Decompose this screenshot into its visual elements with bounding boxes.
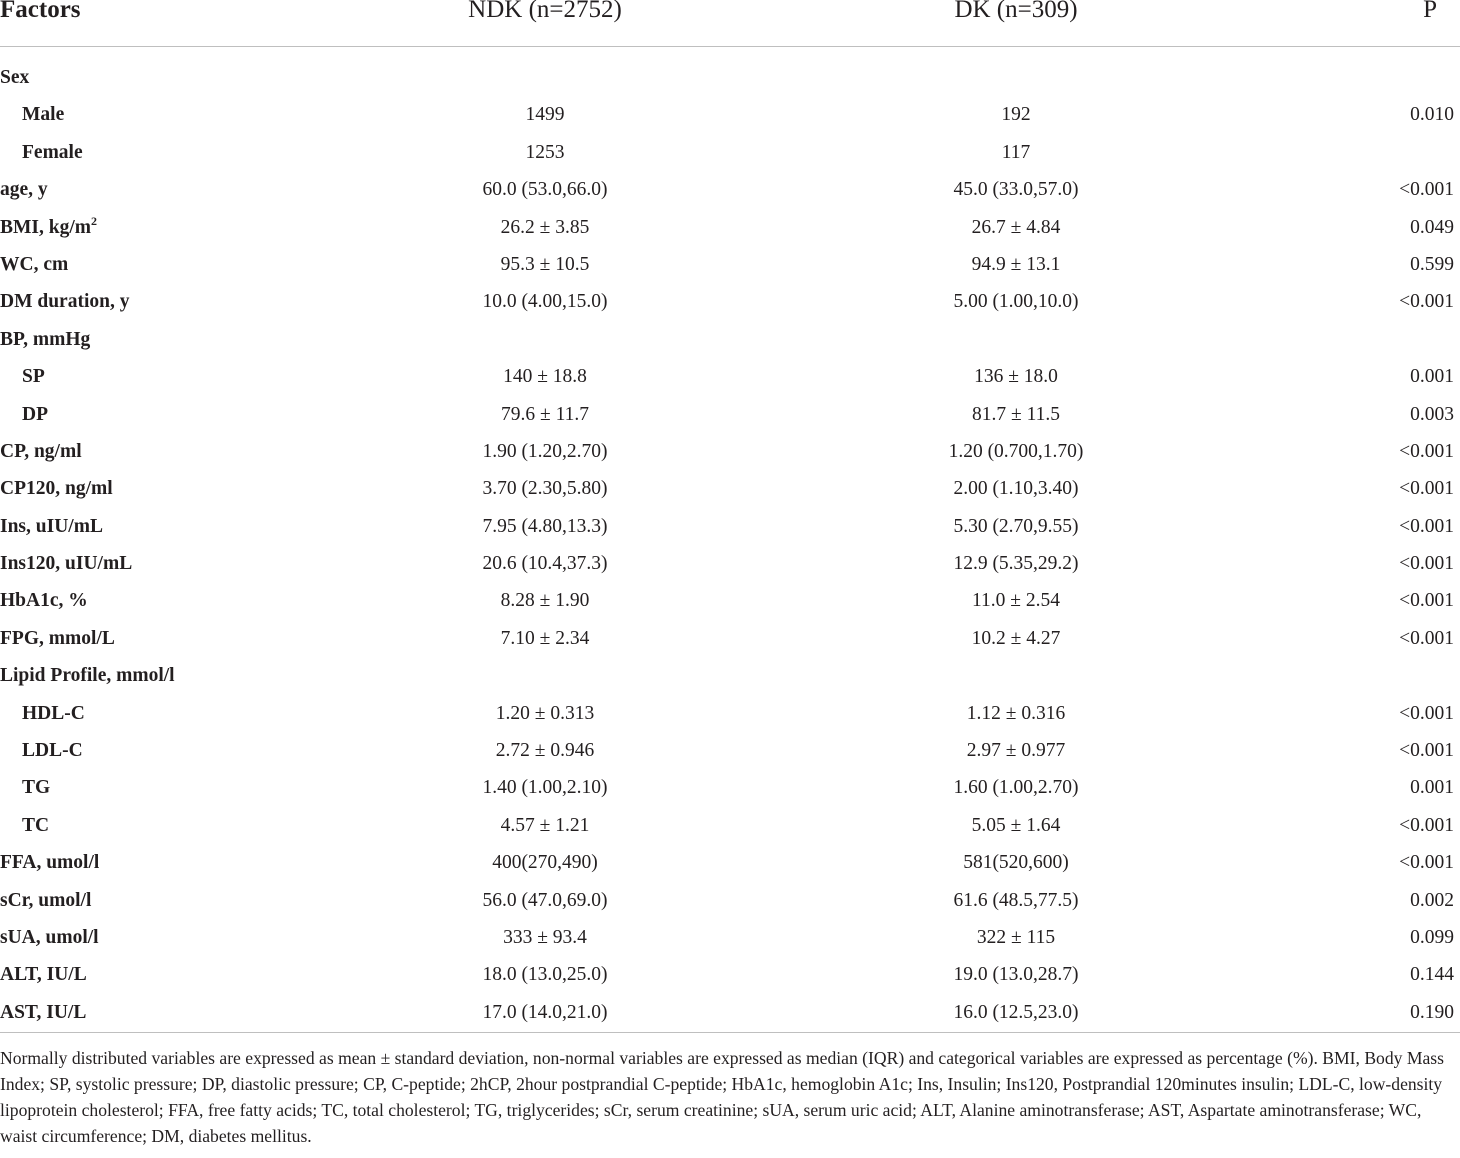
row-label-text: Lipid Profile, mmol/l	[0, 665, 175, 687]
dk-value: 11.0 ± 2.54	[972, 590, 1060, 612]
row-label-text: FPG, mmol/L	[0, 627, 115, 649]
table-bottom-rule	[0, 1032, 1460, 1033]
row-label-text: FFA, umol/l	[0, 852, 100, 874]
row-label	[0, 1002, 86, 1024]
row-label	[22, 366, 45, 388]
dk-value: 136 ± 18.0	[974, 366, 1058, 388]
p-value: <0.001	[1399, 590, 1454, 612]
ndk-value: 7.95 (4.80,13.3)	[482, 515, 608, 537]
ndk-value: 2.72 ± 0.946	[495, 740, 595, 762]
p-value: 0.003	[1410, 403, 1454, 425]
dk-value: 2.00 (1.10,3.40)	[953, 478, 1079, 500]
table-row	[0, 97, 1460, 134]
dk-value: 192	[1001, 104, 1031, 126]
ndk-value: 8.28 ± 1.90	[500, 590, 590, 612]
row-label	[0, 213, 98, 239]
dk-value: 12.9 (5.35,29.2)	[953, 553, 1079, 575]
ndk-value: 3.70 (2.30,5.80)	[482, 478, 608, 500]
table-row	[0, 546, 1460, 583]
p-value: <0.001	[1399, 478, 1454, 500]
row-label-text: DP	[22, 403, 48, 425]
row-label	[0, 964, 87, 986]
p-value: <0.001	[1399, 702, 1454, 724]
dk-value: 5.05 ± 1.64	[971, 814, 1061, 836]
table-row	[0, 733, 1460, 770]
ndk-value: 60.0 (53.0,66.0)	[482, 179, 608, 201]
row-label	[0, 590, 88, 612]
ndk-value: 1.20 ± 0.313	[495, 702, 595, 724]
row-label	[0, 67, 29, 89]
row-label-text: BMI, kg/m	[0, 216, 92, 238]
p-value: <0.001	[1399, 553, 1454, 575]
column-header-factors: Factors	[0, 0, 81, 23]
ndk-value: 333 ± 93.4	[503, 926, 587, 948]
row-label-text: CP120, ng/ml	[0, 478, 113, 500]
row-label-text: WC, cm	[0, 253, 69, 275]
table-row	[0, 471, 1460, 508]
p-value: 0.599	[1410, 253, 1454, 275]
ndk-value: 1253	[525, 141, 565, 163]
row-label-text: sCr, umol/l	[0, 889, 92, 911]
p-value: 0.190	[1410, 1001, 1454, 1023]
table-row	[0, 920, 1460, 957]
dk-value: 117	[1001, 141, 1031, 163]
ndk-value: 140 ± 18.8	[503, 366, 587, 388]
row-label-text: CP, ng/ml	[0, 440, 82, 462]
ndk-value: 1499	[525, 104, 565, 126]
ndk-value: 95.3 ± 10.5	[500, 253, 590, 275]
row-label-text: sUA, umol/l	[0, 926, 99, 948]
row-label	[22, 740, 83, 762]
p-value: 0.099	[1410, 926, 1454, 948]
row-label	[0, 478, 113, 500]
ndk-value: 10.0 (4.00,15.0)	[482, 291, 608, 313]
p-value: <0.001	[1399, 515, 1454, 537]
ndk-value: 56.0 (47.0,69.0)	[482, 889, 608, 911]
row-label	[0, 553, 132, 575]
ndk-value: 26.2 ± 3.85	[500, 216, 590, 238]
row-label	[0, 628, 115, 650]
p-value: <0.001	[1399, 440, 1454, 462]
table-header	[0, 0, 1460, 47]
row-label-text: TC	[22, 814, 50, 836]
row-label-text: BP, mmHg	[0, 328, 91, 350]
column-header-p: P	[1423, 0, 1437, 23]
row-label	[0, 441, 82, 463]
ndk-value: 7.10 ± 2.34	[500, 627, 590, 649]
row-label	[0, 852, 99, 874]
table-row	[0, 509, 1460, 546]
table-row	[0, 397, 1460, 434]
row-label-text: Male	[22, 104, 65, 126]
row-label-text: AST, IU/L	[0, 1001, 87, 1023]
row-label-text: SP	[22, 366, 45, 388]
table-row	[0, 770, 1460, 807]
row-label-text: Ins, uIU/mL	[0, 515, 103, 537]
table-row	[0, 434, 1460, 471]
dk-value: 45.0 (33.0,57.0)	[953, 179, 1079, 201]
row-label-text: DM duration, y	[0, 291, 130, 313]
p-value: <0.001	[1399, 852, 1454, 874]
row-label	[22, 815, 49, 837]
row-label	[0, 254, 68, 276]
row-label	[0, 179, 48, 201]
p-value: 0.144	[1410, 964, 1454, 986]
row-label	[22, 404, 48, 426]
table-row	[0, 135, 1460, 172]
table-row	[0, 696, 1460, 733]
table-row	[0, 658, 1460, 695]
dk-value: 581(520,600)	[963, 852, 1069, 874]
ndk-value: 17.0 (14.0,21.0)	[482, 1001, 608, 1023]
ndk-value: 79.6 ± 11.7	[501, 403, 589, 425]
table-row	[0, 995, 1460, 1032]
row-label	[0, 291, 129, 313]
dk-value: 1.60 (1.00,2.70)	[953, 777, 1079, 799]
row-label-text: TG	[22, 777, 51, 799]
dk-value: 26.7 ± 4.84	[971, 216, 1061, 238]
table-row	[0, 60, 1460, 97]
column-header-ndk: NDK (n=2752)	[468, 0, 622, 23]
p-value: 0.001	[1410, 366, 1454, 388]
table-row	[0, 172, 1460, 209]
table-row	[0, 883, 1460, 920]
dk-value: 322 ± 115	[976, 926, 1056, 948]
row-label-text: HDL-C	[22, 702, 85, 724]
row-label-text: Ins120, uIU/mL	[0, 553, 133, 575]
ndk-value: 4.57 ± 1.21	[500, 814, 590, 836]
dk-value: 19.0 (13.0,28.7)	[953, 964, 1079, 986]
row-label	[22, 104, 64, 126]
table-row	[0, 210, 1460, 247]
ndk-value: 1.90 (1.20,2.70)	[482, 440, 608, 462]
ndk-value: 20.6 (10.4,37.3)	[482, 553, 608, 575]
dk-value: 1.20 (0.700,1.70)	[948, 440, 1084, 462]
dk-value: 1.12 ± 0.316	[966, 702, 1066, 724]
ndk-value: 400(270,490)	[492, 852, 598, 874]
dk-value: 5.00 (1.00,10.0)	[953, 291, 1079, 313]
row-label-text: HbA1c, %	[0, 590, 88, 612]
dk-value: 81.7 ± 11.5	[972, 403, 1060, 425]
p-value: <0.001	[1399, 179, 1454, 201]
p-value: <0.001	[1399, 740, 1454, 762]
p-value: 0.049	[1410, 216, 1454, 238]
p-value: <0.001	[1399, 627, 1454, 649]
row-label	[0, 927, 99, 949]
row-label	[0, 890, 91, 912]
p-value: <0.001	[1399, 814, 1454, 836]
row-label	[22, 142, 83, 164]
ndk-value: 1.40 (1.00,2.10)	[482, 777, 608, 799]
table-row	[0, 583, 1460, 620]
dk-value: 61.6 (48.5,77.5)	[953, 889, 1079, 911]
table-row	[0, 284, 1460, 321]
table-row	[0, 957, 1460, 994]
p-value: 0.001	[1410, 777, 1454, 799]
row-label-text: ALT, IU/L	[0, 964, 87, 986]
row-label	[0, 516, 103, 538]
table-row	[0, 621, 1460, 658]
row-label-text: LDL-C	[22, 740, 83, 762]
row-label	[0, 665, 175, 687]
table-row	[0, 359, 1460, 396]
row-label	[22, 777, 50, 799]
dk-value: 10.2 ± 4.27	[971, 627, 1061, 649]
dk-value: 2.97 ± 0.977	[966, 740, 1066, 762]
row-label	[22, 703, 85, 725]
row-label-superscript: 2	[91, 213, 98, 228]
p-value: 0.010	[1410, 104, 1454, 126]
table-body	[0, 60, 1460, 1032]
row-label-text: Sex	[0, 67, 30, 88]
dk-value: 94.9 ± 13.1	[971, 253, 1061, 275]
column-header-dk: DK (n=309)	[954, 0, 1078, 23]
table-row	[0, 845, 1460, 882]
table-row	[0, 247, 1460, 284]
row-label	[0, 329, 90, 351]
dk-value: 5.30 (2.70,9.55)	[953, 515, 1079, 537]
table-footnote: Normally distributed variables are expressed as mean ± standard deviation, non-normal variables are expressed as median (IQR) and categorical variables are expressed as percentage (%). BMI, Body Mass Index; SP, systolic pressure; DP, diastolic pressure; CP, C-peptide; 2hCP, 2hour postprandial C-peptide; HbA1c, hemoglobin A1c; Ins, Insulin; Ins120, Postprandial 120minutes insulin; LDL-C, low-density lipoprotein cholesterol; FFA, free fatty acids; TC, total cholesterol; TG, triglycerides; sCr, serum creatinine; sUA, serum uric acid; ALT, Alanine aminotransferase; AST, Aspartate aminotransferase; WC, waist circumference; DM, diabetes mellitus.	[0, 1048, 1444, 1146]
row-label-text: age, y	[0, 179, 48, 201]
table-row	[0, 322, 1460, 359]
ndk-value: 18.0 (13.0,25.0)	[482, 964, 608, 986]
row-label-text: Female	[22, 141, 83, 163]
table-row	[0, 808, 1460, 845]
p-value: <0.001	[1399, 291, 1454, 313]
dk-value: 16.0 (12.5,23.0)	[953, 1001, 1079, 1023]
p-value: 0.002	[1410, 889, 1454, 911]
